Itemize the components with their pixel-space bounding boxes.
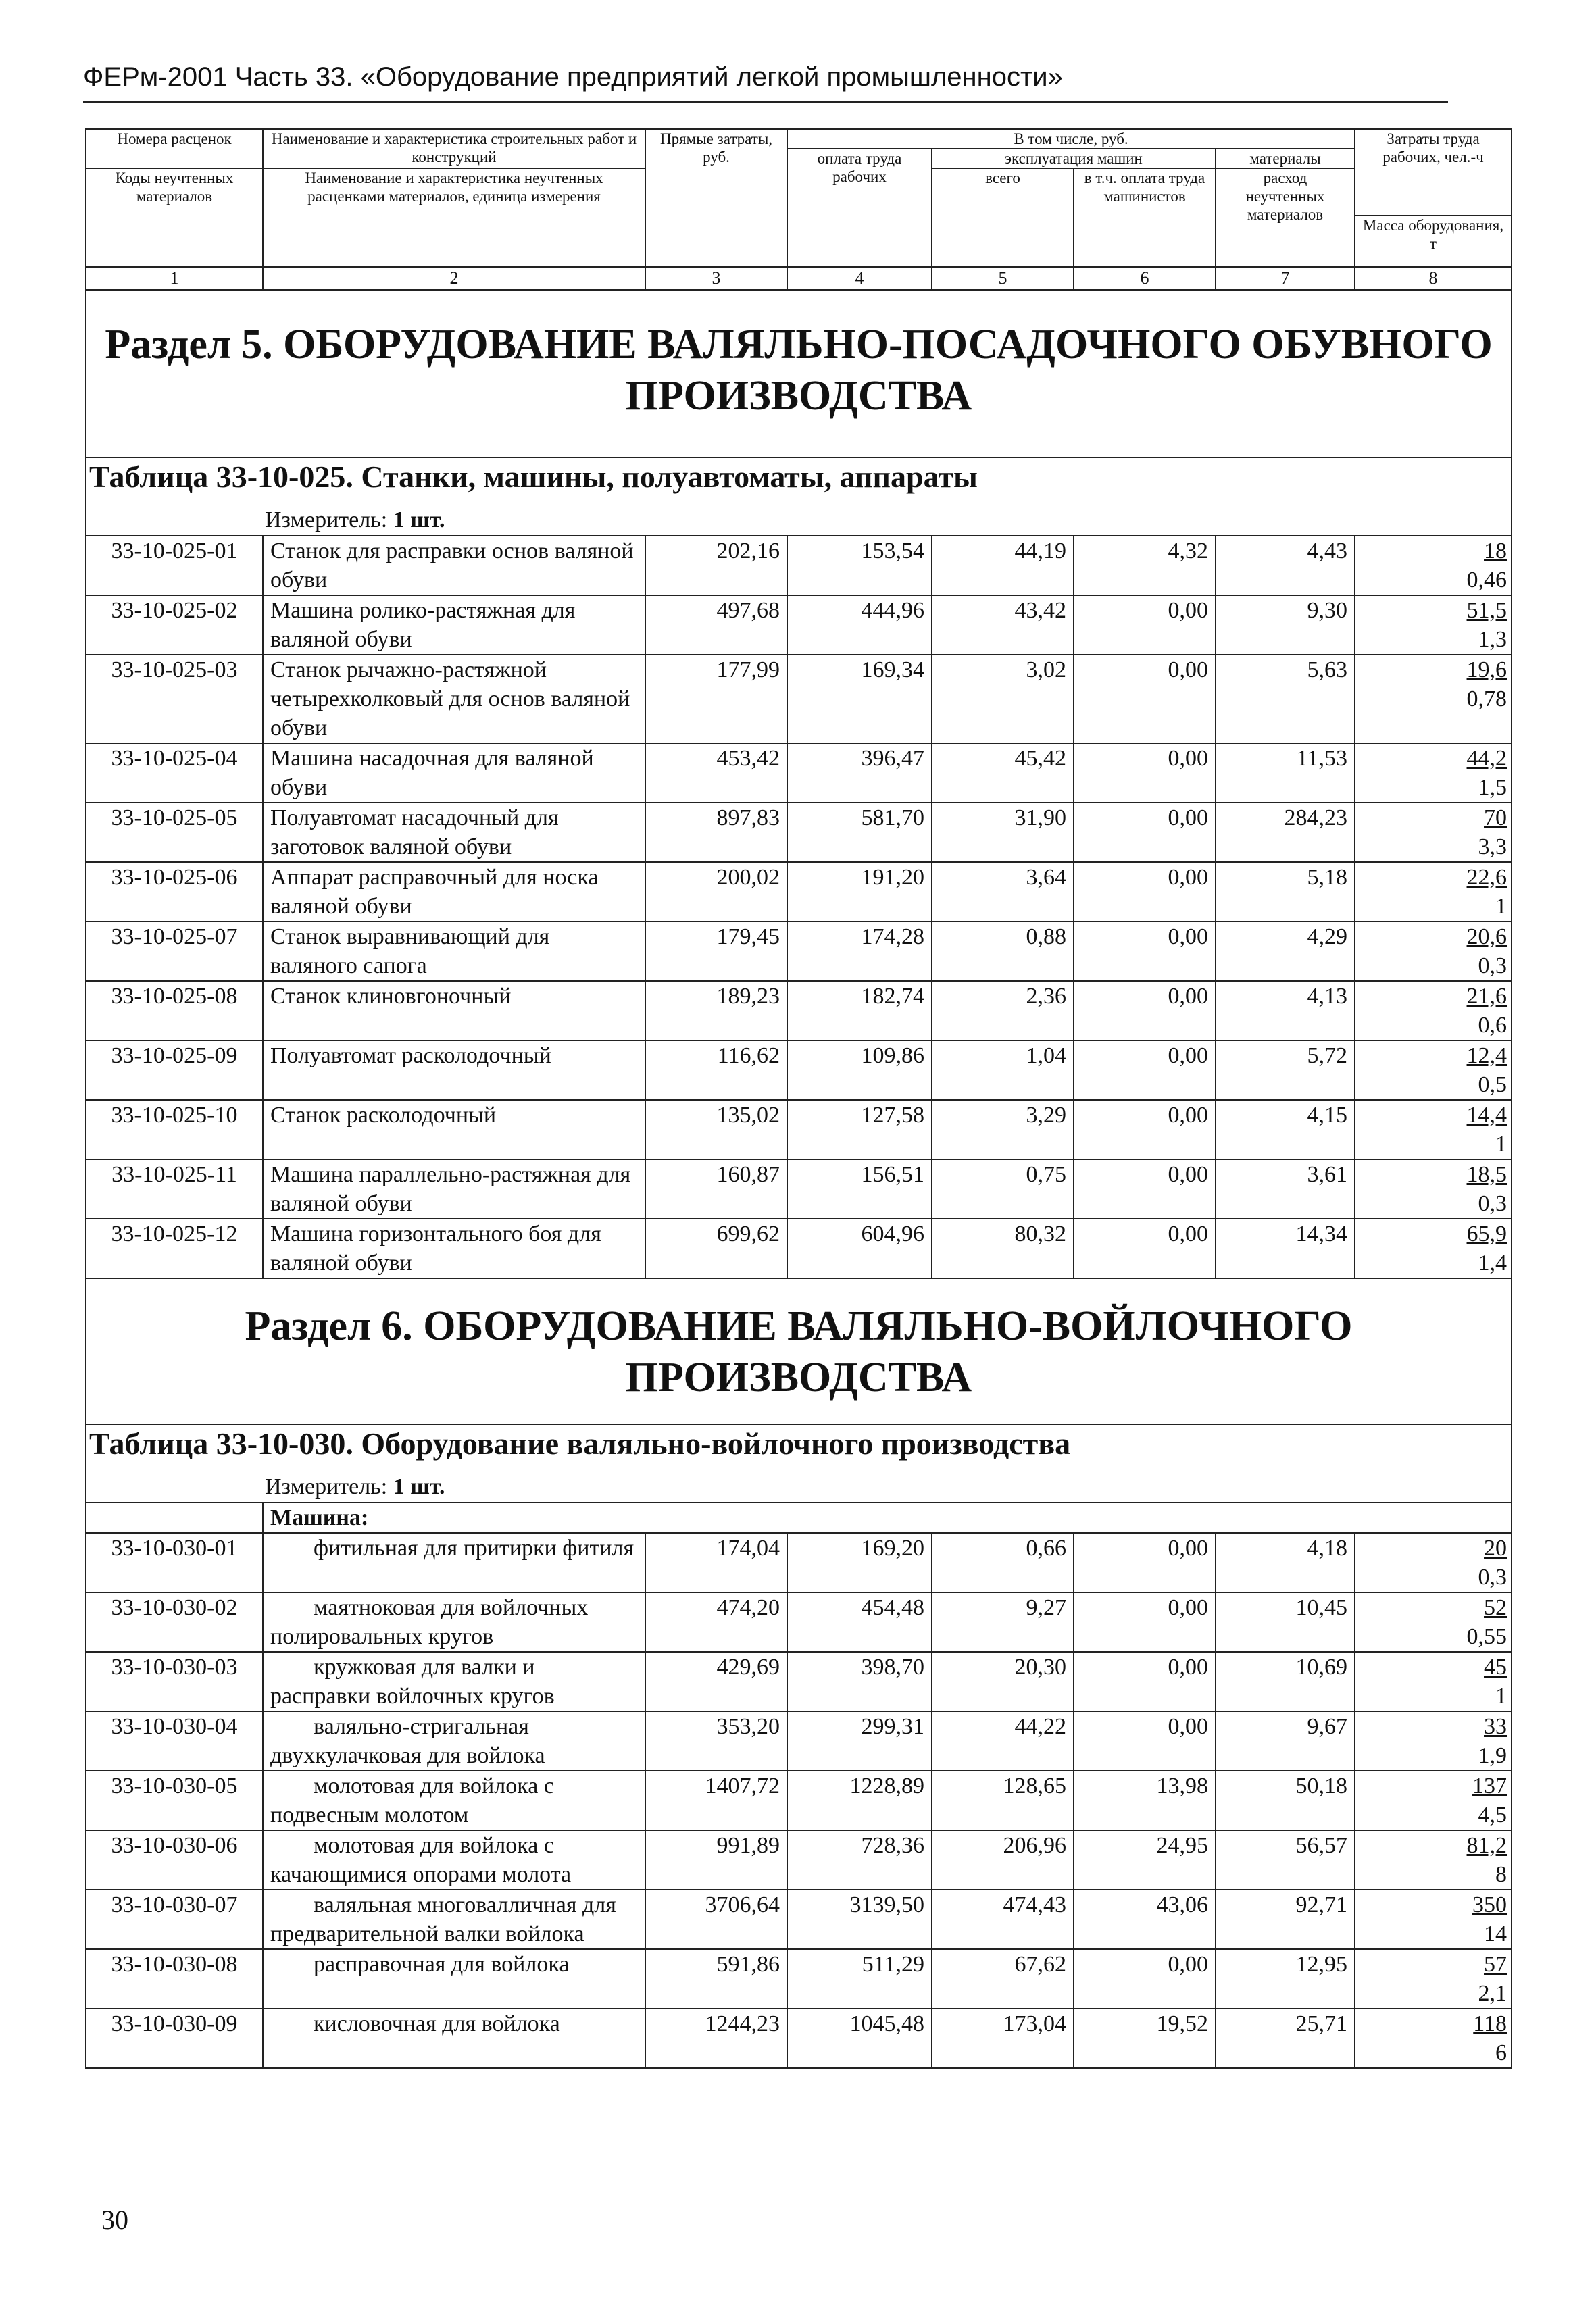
rate-code: 33-10-030-09 [86, 2009, 263, 2068]
equipment-mass: 1,4 [1478, 1251, 1507, 1276]
machines-cost: 67,62 [932, 1949, 1074, 2009]
labor-mass-cell [1355, 743, 1512, 803]
materials-cost: 92,71 [1216, 1890, 1355, 1949]
column-number: 6 [1074, 267, 1216, 290]
direct-cost: 429,69 [645, 1652, 787, 1711]
equipment-mass: 1,9 [1478, 1743, 1507, 1768]
labor-cost: 20 [1484, 1536, 1507, 1561]
item-name: расправочная для войлока [263, 1949, 645, 2009]
equipment-mass: 0,6 [1478, 1013, 1507, 1038]
header-rule [83, 101, 1448, 103]
machinists-cost: 0,00 [1074, 1040, 1216, 1100]
table-row [86, 1592, 1512, 1652]
col-materials-sub: расход неучтенных материалов [1216, 168, 1355, 267]
col-labor-top: Затраты труда рабочих, чел.-ч [1355, 129, 1512, 216]
materials-cost: 5,18 [1216, 862, 1355, 922]
wages-cost: 398,70 [787, 1652, 932, 1711]
machinists-cost: 0,00 [1074, 1533, 1216, 1592]
table-025-body [86, 536, 1512, 1278]
col-labor-bottom: Масса оборудования, т [1355, 216, 1512, 267]
measure-label: Измеритель: [265, 507, 388, 532]
direct-cost: 991,89 [645, 1830, 787, 1890]
materials-cost: 284,23 [1216, 803, 1355, 862]
table-row [86, 1771, 1512, 1830]
direct-cost: 497,68 [645, 595, 787, 655]
col-name-top: Наименование и характеристика строительных работ и конструкций [263, 129, 645, 168]
labor-cost: 19,6 [1466, 657, 1507, 682]
machinists-cost: 0,00 [1074, 595, 1216, 655]
machines-cost: 20,30 [932, 1652, 1074, 1711]
item-name: Машина горизонтального боя для валяной обуви [263, 1219, 645, 1278]
measure-label: Измеритель: [265, 1474, 388, 1499]
rate-code: 33-10-030-05 [86, 1771, 263, 1830]
table-030-title: Таблица 33-10-030. Оборудование валяльно-войлочного производства [89, 1426, 1071, 1461]
machines-cost: 474,43 [932, 1890, 1074, 1949]
wages-cost: 191,20 [787, 862, 932, 922]
direct-cost: 897,83 [645, 803, 787, 862]
machinists-cost: 0,00 [1074, 1949, 1216, 2009]
section-6-header [86, 1278, 1512, 1424]
item-name: кружковая для валки и расправки войлочных кругов [263, 1652, 645, 1711]
column-number: 4 [787, 267, 932, 290]
rate-code: 33-10-030-07 [86, 1890, 263, 1949]
equipment-mass: 1,3 [1478, 627, 1507, 652]
table-025-measure [89, 496, 1504, 535]
direct-cost: 202,16 [645, 536, 787, 595]
direct-cost: 160,87 [645, 1159, 787, 1219]
wages-cost: 299,31 [787, 1711, 932, 1771]
section-5-header [86, 290, 1512, 457]
machines-cost: 9,27 [932, 1592, 1074, 1652]
wages-cost: 454,48 [787, 1592, 932, 1652]
direct-cost: 200,02 [645, 862, 787, 922]
wages-cost: 396,47 [787, 743, 932, 803]
materials-cost: 56,57 [1216, 1830, 1355, 1890]
rate-code: 33-10-030-03 [86, 1652, 263, 1711]
equipment-mass: 0,3 [1478, 953, 1507, 978]
direct-cost: 353,20 [645, 1711, 787, 1771]
rate-code: 33-10-025-04 [86, 743, 263, 803]
equipment-mass: 0,55 [1466, 1624, 1507, 1649]
direct-cost: 116,62 [645, 1040, 787, 1100]
rate-code: 33-10-030-04 [86, 1711, 263, 1771]
item-name: кисловочная для войлока [263, 2009, 645, 2068]
machines-cost: 1,04 [932, 1040, 1074, 1100]
rate-code: 33-10-025-05 [86, 803, 263, 862]
rate-code: 33-10-025-02 [86, 595, 263, 655]
wages-cost: 444,96 [787, 595, 932, 655]
machinists-cost: 0,00 [1074, 655, 1216, 743]
labor-mass-cell [1355, 1100, 1512, 1159]
machinists-cost: 13,98 [1074, 1771, 1216, 1830]
table-row [86, 1830, 1512, 1890]
rate-code: 33-10-030-08 [86, 1949, 263, 2009]
labor-cost: 57 [1484, 1952, 1507, 1977]
labor-mass-cell [1355, 1771, 1512, 1830]
rate-code: 33-10-030-06 [86, 1830, 263, 1890]
table-row [86, 1533, 1512, 1592]
table-row [86, 743, 1512, 803]
labor-cost: 22,6 [1466, 865, 1507, 890]
machinists-cost: 0,00 [1074, 1219, 1216, 1278]
wages-cost: 581,70 [787, 803, 932, 862]
wages-cost: 127,58 [787, 1100, 932, 1159]
item-name: Аппарат расправочный для носка валяной обуви [263, 862, 645, 922]
equipment-mass: 0,3 [1478, 1191, 1507, 1216]
equipment-mass: 6 [1495, 2040, 1507, 2065]
labor-mass-cell [1355, 1711, 1512, 1771]
table-row [86, 981, 1512, 1040]
rate-code: 33-10-025-09 [86, 1040, 263, 1100]
col-code-top: Номера расценок [86, 129, 263, 168]
labor-mass-cell [1355, 1890, 1512, 1949]
item-name: валяльно-стригальная двухкулачковая для войлока [263, 1711, 645, 1771]
wages-cost: 109,86 [787, 1040, 932, 1100]
direct-cost: 3706,64 [645, 1890, 787, 1949]
labor-cost: 45 [1484, 1655, 1507, 1680]
labor-cost: 118 [1473, 2011, 1507, 2036]
column-numbers-row [86, 267, 1512, 290]
wages-cost: 156,51 [787, 1159, 932, 1219]
item-name: Станок для расправки основ валяной обуви [263, 536, 645, 595]
column-number: 3 [645, 267, 787, 290]
labor-mass-cell [1355, 862, 1512, 922]
materials-cost: 4,18 [1216, 1533, 1355, 1592]
machines-cost: 44,19 [932, 536, 1074, 595]
item-name: Станок выравнивающий для валяного сапога [263, 922, 645, 981]
labor-mass-cell [1355, 1219, 1512, 1278]
wages-cost: 169,20 [787, 1533, 932, 1592]
direct-cost: 177,99 [645, 655, 787, 743]
materials-cost: 3,61 [1216, 1159, 1355, 1219]
labor-cost: 33 [1484, 1714, 1507, 1739]
table-row [86, 862, 1512, 922]
labor-cost: 18,5 [1466, 1162, 1507, 1187]
column-number: 5 [932, 267, 1074, 290]
running-header: ФЕРм-2001 Часть 33. «Оборудование предприятий легкой промышленности» [83, 62, 1063, 92]
machinists-cost: 0,00 [1074, 981, 1216, 1040]
materials-cost: 11,53 [1216, 743, 1355, 803]
table-030-body [86, 1533, 1512, 2068]
rate-code: 33-10-025-07 [86, 922, 263, 981]
wages-cost: 511,29 [787, 1949, 932, 2009]
equipment-mass: 0,5 [1478, 1072, 1507, 1097]
machinists-cost: 0,00 [1074, 922, 1216, 981]
labor-mass-cell [1355, 981, 1512, 1040]
materials-cost: 12,95 [1216, 1949, 1355, 2009]
table-030-measure [89, 1463, 1504, 1502]
table-row [86, 803, 1512, 862]
materials-cost: 9,67 [1216, 1711, 1355, 1771]
equipment-mass: 1 [1495, 1132, 1507, 1157]
labor-mass-cell [1355, 1949, 1512, 2009]
labor-mass-cell [1355, 922, 1512, 981]
table-row [86, 1219, 1512, 1278]
rate-code: 33-10-025-03 [86, 655, 263, 743]
labor-cost: 21,6 [1466, 984, 1507, 1009]
item-name: Полуавтомат насадочный для заготовок валяной обуви [263, 803, 645, 862]
equipment-mass: 3,3 [1478, 834, 1507, 859]
machinists-cost: 0,00 [1074, 1652, 1216, 1711]
table-row [86, 1652, 1512, 1711]
column-number: 8 [1355, 267, 1512, 290]
col-including: В том числе, руб. [787, 129, 1355, 149]
labor-mass-cell [1355, 1040, 1512, 1100]
table-row [86, 1040, 1512, 1100]
machinists-cost: 0,00 [1074, 743, 1216, 803]
item-name: Полуавтомат расколодочный [263, 1040, 645, 1100]
equipment-mass: 4,5 [1478, 1803, 1507, 1828]
labor-mass-cell [1355, 655, 1512, 743]
direct-cost: 1407,72 [645, 1771, 787, 1830]
direct-cost: 179,45 [645, 922, 787, 981]
rate-code: 33-10-025-10 [86, 1100, 263, 1159]
labor-cost: 18 [1484, 538, 1507, 563]
labor-cost: 350 [1472, 1892, 1507, 1917]
rate-code: 33-10-025-06 [86, 862, 263, 922]
labor-mass-cell [1355, 595, 1512, 655]
item-name: молотовая для войлока с подвесным молотом [263, 1771, 645, 1830]
labor-mass-cell [1355, 2009, 1512, 2068]
wages-cost: 728,36 [787, 1830, 932, 1890]
col-machines-wages: в т.ч. оплата труда машинистов [1074, 168, 1216, 267]
labor-cost: 52 [1484, 1595, 1507, 1620]
table-row [86, 536, 1512, 595]
item-name: Машина ролико-растяжная для валяной обуви [263, 595, 645, 655]
item-name: валяльная многовалличная для предварительной валки войлока [263, 1890, 645, 1949]
item-name: Станок клиновгоночный [263, 981, 645, 1040]
wages-cost: 169,34 [787, 655, 932, 743]
price-table [85, 128, 1512, 2069]
machinists-cost: 0,00 [1074, 1711, 1216, 1771]
machinists-cost: 19,52 [1074, 2009, 1216, 2068]
materials-cost: 50,18 [1216, 1771, 1355, 1830]
labor-mass-cell [1355, 1592, 1512, 1652]
materials-cost: 10,69 [1216, 1652, 1355, 1711]
machines-cost: 0,88 [932, 922, 1074, 981]
machinists-cost: 24,95 [1074, 1830, 1216, 1890]
labor-cost: 12,4 [1466, 1043, 1507, 1068]
machinists-cost: 0,00 [1074, 803, 1216, 862]
rate-code: 33-10-025-11 [86, 1159, 263, 1219]
labor-cost: 14,4 [1466, 1103, 1507, 1128]
equipment-mass: 2,1 [1478, 1981, 1507, 2006]
col-materials: материалы [1216, 149, 1355, 168]
col-code-bottom: Коды неучтенных материалов [86, 168, 263, 267]
machinists-cost: 0,00 [1074, 1100, 1216, 1159]
table-row [86, 922, 1512, 981]
item-name: Станок расколодочный [263, 1100, 645, 1159]
col-direct: Прямые затраты, руб. [645, 129, 787, 267]
item-name: Машина насадочная для валяной обуви [263, 743, 645, 803]
equipment-mass: 14 [1484, 1921, 1507, 1946]
wages-cost: 3139,50 [787, 1890, 932, 1949]
materials-cost: 4,13 [1216, 981, 1355, 1040]
section-5-title: Раздел 5. ОБОРУДОВАНИЕ ВАЛЯЛЬНО-ПОСАДОЧНОГО ОБУВНОГО ПРОИЗВОДСТВА [105, 322, 1493, 419]
item-name: маятноковая для войлочных полировальных кругов [263, 1592, 645, 1652]
equipment-mass: 0,46 [1466, 568, 1507, 593]
materials-cost: 4,43 [1216, 536, 1355, 595]
machines-cost: 43,42 [932, 595, 1074, 655]
item-name: Станок рычажно-растяжной четырехколковый для основ валяной обуви [263, 655, 645, 743]
labor-mass-cell [1355, 803, 1512, 862]
page-number: 30 [101, 2205, 128, 2235]
wages-cost: 1045,48 [787, 2009, 932, 2068]
labor-cost: 65,9 [1466, 1222, 1507, 1247]
materials-cost: 4,29 [1216, 922, 1355, 981]
machines-cost: 3,64 [932, 862, 1074, 922]
equipment-mass: 0,3 [1478, 1565, 1507, 1590]
table-row [86, 595, 1512, 655]
materials-cost: 14,34 [1216, 1219, 1355, 1278]
direct-cost: 189,23 [645, 981, 787, 1040]
machines-cost: 0,75 [932, 1159, 1074, 1219]
materials-cost: 10,45 [1216, 1592, 1355, 1652]
equipment-mass: 1,5 [1478, 775, 1507, 800]
section-6-title: Раздел 6. ОБОРУДОВАНИЕ ВАЛЯЛЬНО-ВОЙЛОЧНОГО ПРОИЗВОДСТВА [245, 1303, 1353, 1401]
direct-cost: 474,20 [645, 1592, 787, 1652]
labor-mass-cell [1355, 1652, 1512, 1711]
rate-code: 33-10-025-08 [86, 981, 263, 1040]
column-number: 2 [263, 267, 645, 290]
labor-mass-cell [1355, 1159, 1512, 1219]
machines-cost: 128,65 [932, 1771, 1074, 1830]
equipment-mass: 8 [1495, 1862, 1507, 1887]
machinists-cost: 0,00 [1074, 1592, 1216, 1652]
materials-cost: 25,71 [1216, 2009, 1355, 2068]
group-label: Машина: [270, 1505, 369, 1530]
direct-cost: 174,04 [645, 1533, 787, 1592]
rate-code: 33-10-030-01 [86, 1533, 263, 1592]
group-row [86, 1503, 1512, 1533]
labor-cost: 44,2 [1466, 746, 1507, 771]
machines-cost: 45,42 [932, 743, 1074, 803]
table-030-header [86, 1424, 1512, 1503]
labor-cost: 20,6 [1466, 924, 1507, 949]
direct-cost: 135,02 [645, 1100, 787, 1159]
item-name: Машина параллельно-растяжная для валяной обуви [263, 1159, 645, 1219]
table-row [86, 1100, 1512, 1159]
labor-cost: 70 [1484, 805, 1507, 830]
column-number: 1 [86, 267, 263, 290]
materials-cost: 9,30 [1216, 595, 1355, 655]
labor-cost: 137 [1472, 1774, 1507, 1799]
rate-code: 33-10-025-12 [86, 1219, 263, 1278]
labor-mass-cell [1355, 1830, 1512, 1890]
wages-cost: 604,96 [787, 1219, 932, 1278]
labor-cost: 51,5 [1466, 598, 1507, 623]
machines-cost: 206,96 [932, 1830, 1074, 1890]
measure-value: 1 шт. [393, 507, 445, 532]
machinists-cost: 0,00 [1074, 1159, 1216, 1219]
machines-cost: 80,32 [932, 1219, 1074, 1278]
wages-cost: 153,54 [787, 536, 932, 595]
rate-code: 33-10-030-02 [86, 1592, 263, 1652]
direct-cost: 591,86 [645, 1949, 787, 2009]
table-025-header [86, 457, 1512, 536]
table-row [86, 2009, 1512, 2068]
labor-mass-cell [1355, 1533, 1512, 1592]
materials-cost: 4,15 [1216, 1100, 1355, 1159]
table-row [86, 1711, 1512, 1771]
col-wages: оплата труда рабочих [787, 149, 932, 267]
direct-cost: 1244,23 [645, 2009, 787, 2068]
machinists-cost: 43,06 [1074, 1890, 1216, 1949]
wages-cost: 174,28 [787, 922, 932, 981]
wages-cost: 182,74 [787, 981, 932, 1040]
rate-code: 33-10-025-01 [86, 536, 263, 595]
col-machines: эксплуатация машин [932, 149, 1216, 168]
table-row [86, 655, 1512, 743]
col-name-bottom: Наименование и характеристика неучтенных расценками материалов, единица измерения [263, 168, 645, 267]
wages-cost: 1228,89 [787, 1771, 932, 1830]
machines-cost: 2,36 [932, 981, 1074, 1040]
direct-cost: 699,62 [645, 1219, 787, 1278]
machinists-cost: 0,00 [1074, 862, 1216, 922]
materials-cost: 5,63 [1216, 655, 1355, 743]
machines-cost: 3,29 [932, 1100, 1074, 1159]
column-number: 7 [1216, 267, 1355, 290]
machines-cost: 44,22 [932, 1711, 1074, 1771]
labor-cost: 81,2 [1466, 1833, 1507, 1858]
item-name: фитильная для притирки фитиля [263, 1533, 645, 1592]
machines-cost: 0,66 [932, 1533, 1074, 1592]
labor-mass-cell [1355, 536, 1512, 595]
equipment-mass: 0,78 [1466, 686, 1507, 711]
item-name: молотовая для войлока с качающимися опорами молота [263, 1830, 645, 1890]
measure-value: 1 шт. [393, 1474, 445, 1499]
machines-cost: 173,04 [932, 2009, 1074, 2068]
table-row [86, 1890, 1512, 1949]
table-025-title: Таблица 33-10-025. Станки, машины, полуавтоматы, аппараты [89, 459, 978, 494]
equipment-mass: 1 [1495, 1684, 1507, 1709]
equipment-mass: 1 [1495, 894, 1507, 919]
col-machines-total: всего [932, 168, 1074, 267]
machines-cost: 31,90 [932, 803, 1074, 862]
table-row [86, 1949, 1512, 2009]
machinists-cost: 4,32 [1074, 536, 1216, 595]
direct-cost: 453,42 [645, 743, 787, 803]
machines-cost: 3,02 [932, 655, 1074, 743]
table-row [86, 1159, 1512, 1219]
materials-cost: 5,72 [1216, 1040, 1355, 1100]
